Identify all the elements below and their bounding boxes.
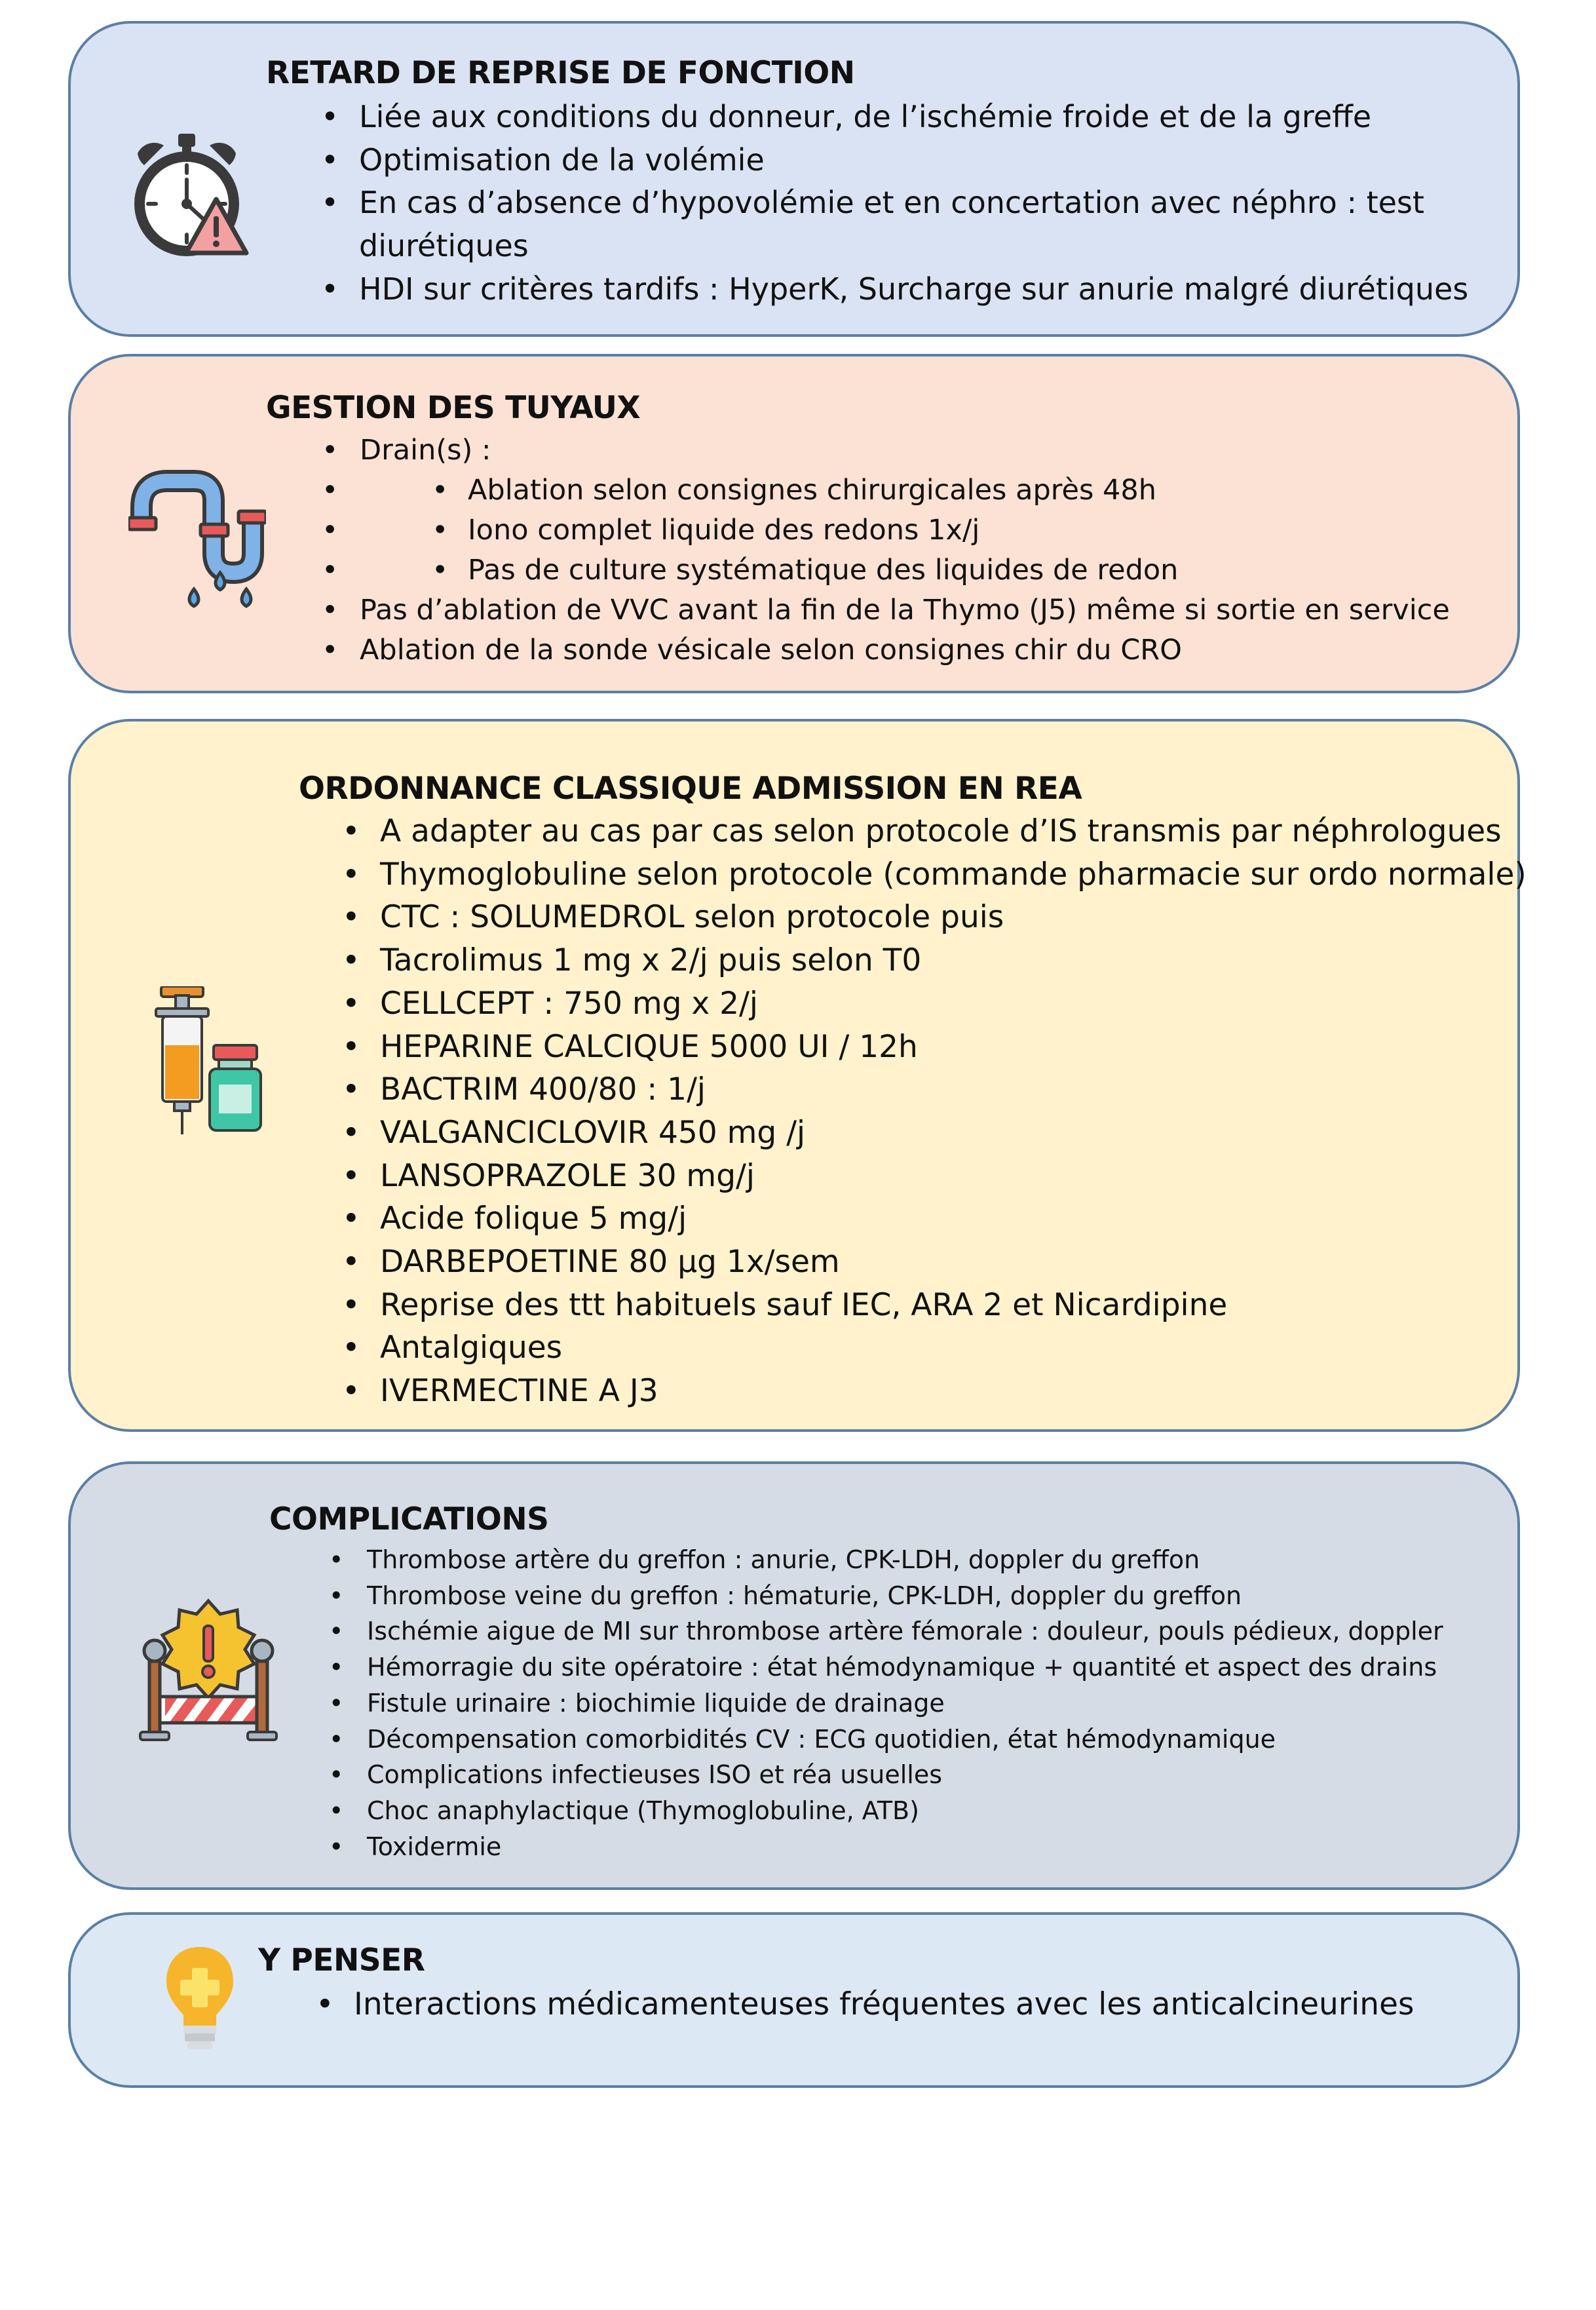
bullet-list: [367, 1542, 1443, 1864]
list-item: • CTC : SOLUMEDROL selon protocole puis: [380, 896, 1527, 939]
list-item: • Complications infectieuses ISO et réa usuelles: [367, 1757, 1443, 1793]
list-item: [359, 182, 1468, 267]
sub-list-item-text: Ablation selon consignes chirurgicales après 48h: [468, 474, 1156, 507]
list-item: • Reprise des ttt habituels sauf IEC, ARA 2 et Nicardipine: [380, 1284, 1527, 1327]
list-item: • IVERMECTINE A J3: [380, 1370, 1527, 1413]
list-item-text: En cas d’absence d’hypovolémie et en concertation avec néphro : test: [359, 185, 1424, 221]
list-item: • Fistule urinaire : biochimie liquide de drainage: [367, 1685, 1443, 1722]
card-retard-reprise-fonction: [68, 21, 1520, 337]
list-item: • VALGANCICLOVIR 450 mg /j: [380, 1111, 1527, 1155]
sub-list-item-text: Iono complet liquide des redons 1x/j: [468, 514, 980, 547]
sub-bullet: • •: [432, 514, 449, 547]
list-item: • CELLCEPT : 750 mg x 2/j: [380, 982, 1527, 1026]
list-item: • Acide folique 5 mg/j: [380, 1197, 1527, 1241]
list-item: • HDI sur critères tardifs : HyperK, Surcharge sur anurie malgré diurétiques: [359, 268, 1468, 311]
list-item: • DARBEPOETINE 80 µg 1x/sem: [380, 1241, 1527, 1284]
list-item: • LANSOPRAZOLE 30 mg/j: [380, 1155, 1527, 1198]
bullet-list: [380, 810, 1527, 1413]
list-item: • Thymoglobuline selon protocole (commande pharmacie sur ordo normale): [380, 853, 1527, 896]
list-item: • Interactions médicamenteuses fréquentes avec les anticalcineurines: [354, 1983, 1414, 2026]
bullet-list: [359, 96, 1468, 311]
lightbulb-plus-icon: [164, 1944, 236, 2058]
sub-bullet: • •: [432, 554, 449, 587]
list-item: • BACTRIM 400/80 : 1/j: [380, 1068, 1527, 1111]
card-ordonnance-admission: [68, 719, 1527, 1432]
list-item: • Optimisation de la volémie: [359, 139, 1468, 182]
card-title: COMPLICATIONS: [269, 1501, 549, 1537]
card-complications: [68, 1461, 1520, 1890]
list-item: • Pas d’ablation de VVC avant la fin de la Thymo (J5) même si sortie en service: [360, 590, 1450, 630]
sub-list-item-text: Pas de culture systématique des liquides de redon: [468, 554, 1179, 587]
sub-list-item: [360, 550, 1450, 590]
card-title: Y PENSER: [258, 1942, 425, 1978]
list-item: [360, 431, 1450, 471]
list-item: • Thrombose artère du greffon : anurie, CPK-LDH, doppler du greffon: [367, 1542, 1443, 1578]
dripping-pipe-icon: [128, 468, 266, 621]
card-title: RETARD DE REPRISE DE FONCTION: [266, 55, 855, 91]
card-title: GESTION DES TUYAUX: [266, 390, 641, 426]
list-item-continuation: diurétiques: [359, 228, 529, 264]
list-item: • Ablation de la sonde vésicale selon consignes chir du CRO: [360, 630, 1450, 670]
sub-list-item: [360, 471, 1450, 510]
list-item-text: Drain(s) :: [360, 434, 491, 467]
list-item: • Choc anaphylactique (Thymoglobuline, ATB): [367, 1793, 1443, 1829]
card-y-penser: [68, 1912, 1520, 2088]
list-item: • Liée aux conditions du donneur, de l’ischémie froide et de la greffe: [359, 96, 1468, 139]
warning-barrier-icon: [136, 1598, 280, 1745]
sub-list-item: [360, 510, 1450, 550]
list-item: • Décompensation comorbidités CV : ECG quotidien, état hémodynamique: [367, 1722, 1443, 1758]
list-item: • Ischémie aigue de MI sur thrombose artère fémorale : douleur, pouls pédieux, doppler: [367, 1613, 1443, 1649]
stopwatch-warning-icon: [118, 128, 256, 269]
list-item: • Tacrolimus 1 mg x 2/j puis selon T0: [380, 939, 1527, 982]
list-item: • Toxidermie: [367, 1829, 1443, 1865]
list-item: • Antalgiques: [380, 1326, 1527, 1370]
list-item: • A adapter au cas par cas selon protocole d’IS transmis par néphrologues: [380, 810, 1527, 853]
list-item: • HEPARINE CALCIQUE 5000 UI / 12h: [380, 1026, 1527, 1069]
syringe-vial-icon: [148, 986, 273, 1140]
bullet-list: [354, 1983, 1414, 2026]
card-gestion-tuyaux: [68, 354, 1520, 693]
list-item: • Hémorragie du site opératoire : état hémodynamique + quantité et aspect des drains: [367, 1649, 1443, 1685]
bullet-list: [360, 431, 1450, 670]
card-title: ORDONNANCE CLASSIQUE ADMISSION EN REA: [299, 771, 1082, 807]
list-item: • Thrombose veine du greffon : hématurie, CPK-LDH, doppler du greffon: [367, 1578, 1443, 1614]
sub-bullet: • •: [432, 474, 449, 507]
